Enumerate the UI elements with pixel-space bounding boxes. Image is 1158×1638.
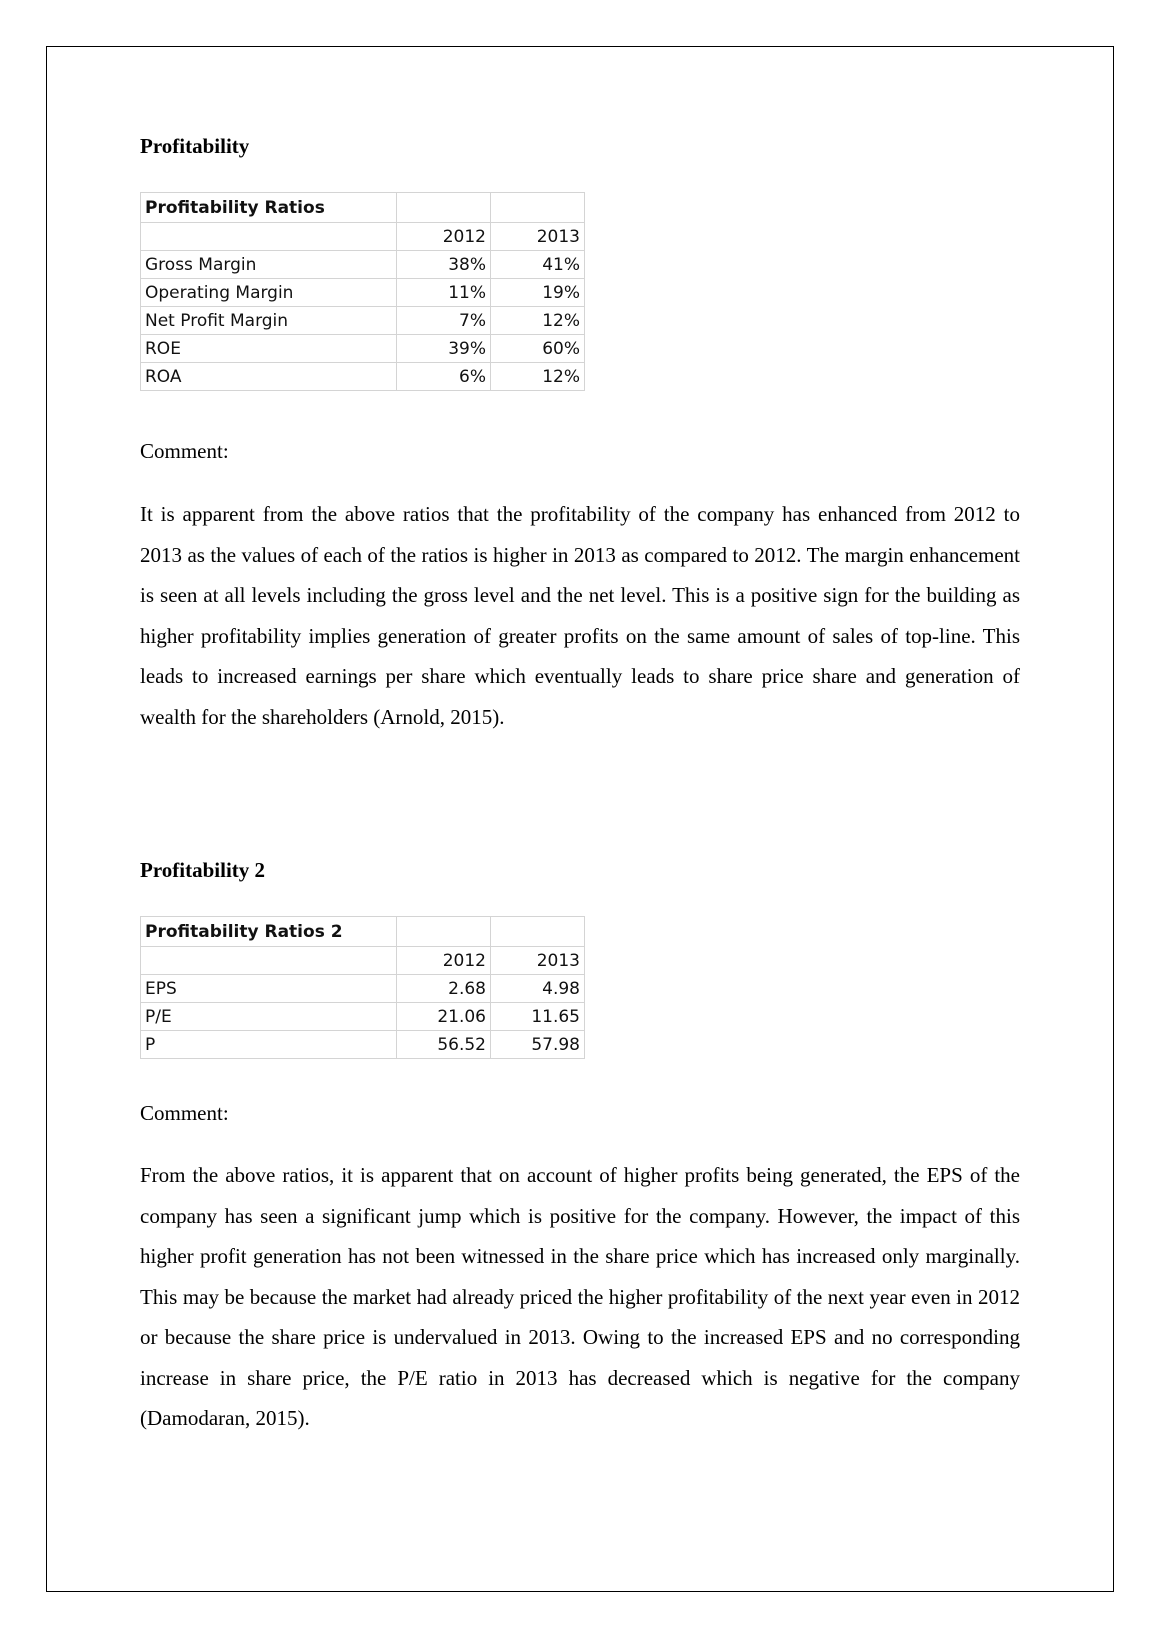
cell-2012: 39%: [397, 335, 491, 363]
cell-2013: 60%: [491, 335, 585, 363]
profitability-ratios-2-table: [140, 916, 585, 1059]
column-header-2013: 2013: [491, 947, 585, 975]
row-label: Net Profit Margin: [141, 307, 397, 335]
table-title: Profitability Ratios 2: [141, 917, 397, 947]
table-row: [141, 335, 585, 363]
column-header-2012: 2012: [397, 223, 491, 251]
profitability-ratios-table: [140, 192, 585, 391]
cell-2012: 56.52: [397, 1031, 491, 1059]
cell-2013: 41%: [491, 251, 585, 279]
row-label: ROE: [141, 335, 397, 363]
section-heading-profitability: Profitability: [140, 134, 250, 158]
cell-2012: 38%: [397, 251, 491, 279]
cell-2012: 6%: [397, 363, 491, 391]
table-row: [141, 307, 585, 335]
row-label: P/E: [141, 1003, 397, 1031]
table-row: [141, 251, 585, 279]
cell-2012: 11%: [397, 279, 491, 307]
row-label: ROA: [141, 363, 397, 391]
row-label: EPS: [141, 975, 397, 1003]
section-heading-profitability-2: Profitability 2: [140, 858, 266, 882]
cell-2012: 21.06: [397, 1003, 491, 1031]
cell-2013: 12%: [491, 307, 585, 335]
cell-2012: 7%: [397, 307, 491, 335]
table-header-row: [141, 947, 585, 975]
table-row: [141, 363, 585, 391]
table-row: [141, 1031, 585, 1059]
cell-2013: 19%: [491, 279, 585, 307]
cell-2013: 57.98: [491, 1031, 585, 1059]
comment-label: Comment:: [140, 439, 229, 463]
table-row: [141, 975, 585, 1003]
cell-2013: 4.98: [491, 975, 585, 1003]
row-label: P: [141, 1031, 397, 1059]
cell-2012: 2.68: [397, 975, 491, 1003]
column-header-2012: 2012: [397, 947, 491, 975]
table-title-row: [141, 193, 585, 223]
comment-paragraph: From the above ratios, it is apparent that on account of higher profits being generated, the EPS of the company has seen a significant jump which is positive for the company. However, the impact of this higher profit generation has not been witnessed in the share price which has increased only marginally. This may be because the market had already priced the higher profitability of the next year even in 2012 or because the share price is undervalued in 2013. Owing to the increased EPS and no corresponding increase in share price, the P/E ratio in 2013 has decreased which is negative for the company (Damodaran, 2015).: [140, 1163, 1020, 1430]
column-header-2013: 2013: [491, 223, 585, 251]
table-row: [141, 1003, 585, 1031]
cell-2013: 12%: [491, 363, 585, 391]
cell-2013: 11.65: [491, 1003, 585, 1031]
table-header-row: [141, 223, 585, 251]
table-row: [141, 279, 585, 307]
row-label: Gross Margin: [141, 251, 397, 279]
table-title: Profitability Ratios: [141, 193, 397, 223]
table-title-row: [141, 917, 585, 947]
comment-paragraph: It is apparent from the above ratios that the profitability of the company has enhanced from 2012 to 2013 as the values of each of the ratios is higher in 2013 as compared to 2012. The margin enhancement is seen at all levels including the gross level and the net level. This is a positive sign for the building as higher profitability implies generation of greater profits on the same amount of sales of top-line. This leads to increased earnings per share which eventually leads to share price share and generation of wealth for the shareholders (Arnold, 2015).: [140, 502, 1020, 729]
row-label: Operating Margin: [141, 279, 397, 307]
comment-label: Comment:: [140, 1101, 229, 1125]
